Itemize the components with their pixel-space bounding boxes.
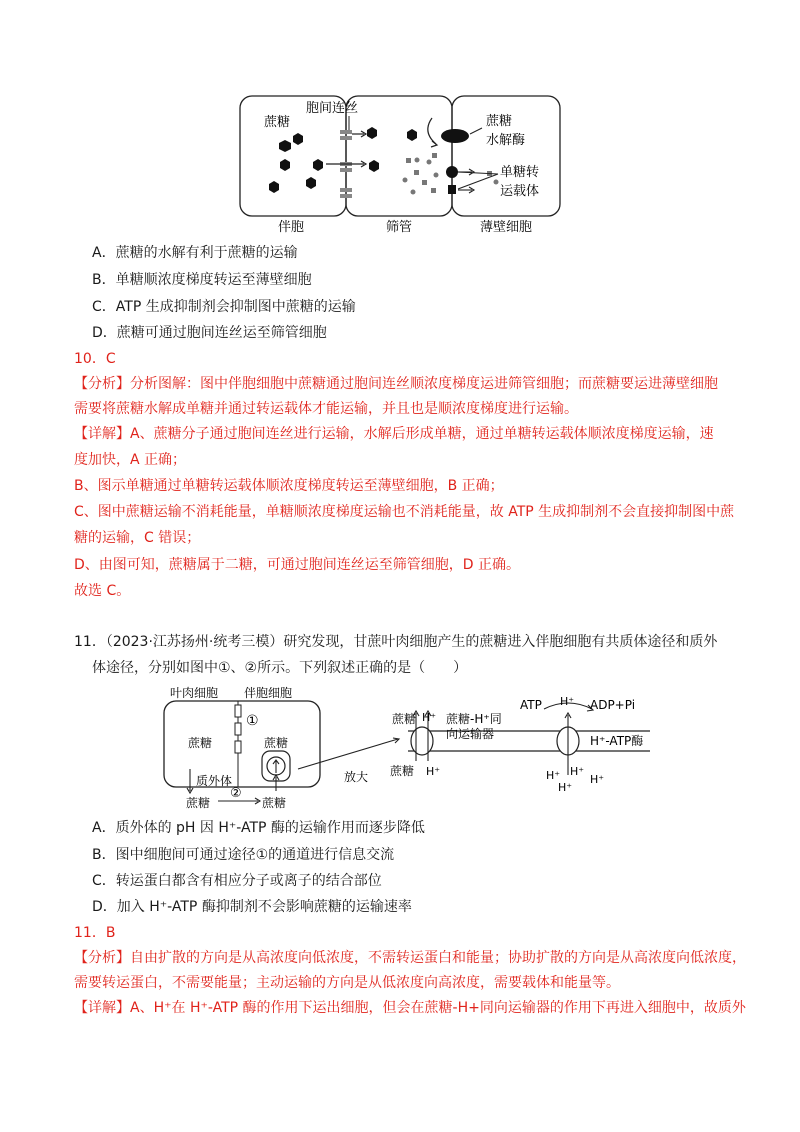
fig2-label-route1: ①	[246, 713, 259, 729]
fig2-label-sucrose-bottom-right: 蔗糖	[262, 796, 287, 810]
q11-option-b: B．图中细胞间可通过途径①的通道进行信息交流	[92, 847, 395, 863]
fig2-label-sucrose-top: 蔗糖	[392, 712, 417, 726]
q10-answer: 10．C	[74, 351, 116, 367]
fig2-label-enlarge: 放大	[344, 770, 369, 784]
q10-detail-c1: C、图中蔗糖运输不消耗能量，单糖顺浓度梯度运输也不消耗能量，故 ATP 生成抑制剂不会直接抑制图中蔗	[74, 504, 735, 520]
fig2-label-h-4: H⁺	[558, 781, 573, 794]
figure-phloem-loading	[236, 92, 566, 237]
q11-stem-2: 体途径，分别如图中①、②所示。下列叙述正确的是（ ）	[92, 660, 468, 676]
fig2-label-h-3: H⁺	[590, 773, 605, 786]
fig2-label-h-2: H⁺	[570, 765, 585, 778]
fig2-label-atp: ATP	[520, 698, 542, 712]
fig2-label-h-top: H⁺	[422, 711, 437, 724]
cotransporter	[411, 727, 433, 755]
q10-option-b: B．单糖顺浓度梯度转运至薄壁细胞	[92, 272, 312, 288]
fig2-label-route2: ②	[230, 786, 242, 801]
q11-option-d: D．加入 H⁺-ATP 酶抑制剂不会影响蔗糖的运输速率	[92, 899, 412, 915]
fig2-label-sucrose-companion: 蔗糖	[264, 736, 289, 750]
q10-detail-a1: 【详解】A、蔗糖分子通过胞间连丝进行运输，水解后形成单糖，通过单糖转运载体顺浓度梯度运输，速	[74, 426, 714, 442]
fig2-label-atpase: H⁺-ATP酶	[590, 734, 644, 748]
fig2-label-sucrose-bottom-left: 蔗糖	[186, 796, 211, 810]
fig2-label-mesophyll: 叶肉细胞	[170, 686, 219, 700]
fig1-label-invertase-2: 水解酶	[486, 133, 526, 148]
q11-option-a: A．质外体的 pH 因 H⁺-ATP 酶的运输作用而逐步降低	[92, 820, 425, 836]
q10-detail-d: D、由图可知，蔗糖属于二糖，可通过胞间连丝运至筛管细胞，D 正确。	[74, 557, 521, 573]
figure-sucrose-routes	[150, 683, 670, 813]
fig1-label-transporter-2: 运载体	[500, 184, 540, 199]
q11-analysis-1: 【分析】自由扩散的方向是从高浓度向低浓度，不需转运蛋白和能量；协助扩散的方向是从高浓度向低浓度，	[74, 950, 746, 966]
q10-option-d: D．蔗糖可通过胞间连丝运至筛管细胞	[92, 325, 327, 341]
fig2-label-h-1: H⁺	[546, 769, 561, 782]
fig2-label-h-atpase-top: H⁺	[560, 695, 575, 708]
fig1-label-invertase-1: 蔗糖	[486, 114, 513, 129]
q11-stem-1: 11．（2023·江苏扬州·统考三模）研究发现，甘蔗叶肉细胞产生的蔗糖进入伴胞细胞有共质体途径和质外	[74, 634, 718, 650]
q10-option-c: C．ATP 生成抑制剂会抑制图中蔗糖的运输	[92, 299, 356, 315]
fig1-label-transporter-1: 单糖转	[500, 165, 540, 180]
q11-answer: 11．B	[74, 925, 116, 941]
q11-detail-1: 【详解】A、H⁺在 H⁺-ATP 酶的作用下运出细胞，但会在蔗糖-H+同向运输器的作用下再进入细胞中，故质外	[74, 1000, 746, 1016]
fig2-label-sucrose-left: 蔗糖	[188, 736, 213, 750]
fig1-label-sucrose: 蔗糖	[264, 115, 291, 130]
fig2-label-cotransporter-1: 蔗糖-H⁺同	[446, 712, 502, 726]
fig1-label-plasmodesmata: 胞间连丝	[306, 101, 359, 116]
fig2-label-cotransporter-2: 向运输器	[446, 727, 495, 741]
fig2-label-sucrose-bottom: 蔗糖	[390, 764, 415, 778]
invertase-enzyme	[441, 129, 469, 143]
q10-option-a: A．蔗糖的水解有利于蔗糖的运输	[92, 245, 298, 261]
fig2-label-adp: ADP+Pi	[590, 698, 636, 712]
q10-conclusion: 故选 C。	[74, 583, 131, 599]
fig2-label-apoplast: 质外体	[196, 774, 233, 788]
q11-option-c: C．转运蛋白都含有相应分子或离子的结合部位	[92, 873, 382, 889]
fig2-label-h-bottom: H⁺	[426, 765, 441, 778]
q10-analysis-2: 需要将蔗糖水解成单糖并通过转运载体才能运输，并且也是顺浓度梯度进行运输。	[74, 401, 578, 417]
fig1-label-parenchyma: 薄壁细胞	[480, 220, 533, 235]
route1-channels	[235, 705, 241, 753]
q10-analysis-1: 【分析】分析图解：图中伴胞细胞中蔗糖通过胞间连丝顺浓度梯度运进筛管细胞；而蔗糖要运进薄壁细胞	[74, 376, 718, 392]
fig1-label-sieve: 筛管	[386, 220, 413, 235]
q10-detail-c2: 糖的运输，C 错误；	[74, 530, 201, 546]
q10-detail-a2: 度加快，A 正确；	[74, 452, 187, 468]
fig2-label-companion: 伴胞细胞	[244, 686, 293, 700]
fig1-label-companion: 伴胞	[278, 220, 305, 235]
q11-analysis-2: 需要转运蛋白，不需要能量；主动运输的方向是从低浓度向高浓度，需要载体和能量等。	[74, 975, 620, 991]
q10-detail-b: B、图示单糖通过单糖转运载体顺浓度梯度转运至薄壁细胞，B 正确；	[74, 478, 504, 494]
